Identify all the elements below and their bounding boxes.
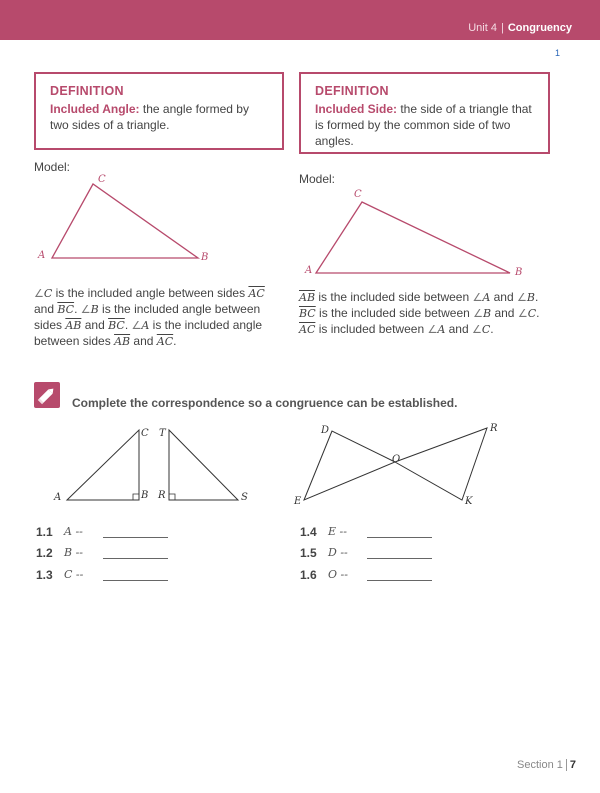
answer-blank[interactable] — [367, 537, 432, 538]
pencil-icon — [34, 382, 60, 408]
definition-term: Included Side: — [315, 102, 398, 116]
question-prompt: E -- — [328, 525, 347, 538]
ex-vertex-k: K — [465, 496, 473, 507]
definition-heading: DEFINITION — [50, 84, 124, 98]
definition-body: the side of a triangle that is formed by the common side of two angles. — [315, 102, 532, 148]
question-1-6 — [300, 568, 440, 584]
question-number: 1.1 — [36, 525, 53, 539]
ex-vertex-b: B — [141, 490, 149, 501]
question-number: 1.3 — [36, 568, 53, 582]
definition-term: Included Angle: — [50, 102, 140, 116]
section-label: Section 1 — [517, 759, 563, 771]
model-label-right: Model: — [299, 172, 336, 186]
vertex-label-a: A — [38, 250, 46, 261]
ex-vertex-e: E — [294, 496, 302, 507]
model-label-left: Model: — [34, 160, 71, 174]
answer-blank[interactable] — [367, 558, 432, 559]
question-1-1 — [36, 525, 176, 541]
page-footer — [517, 759, 576, 771]
triangle-abc-shape-right — [316, 202, 510, 273]
triangle-rko-exercise — [395, 428, 487, 500]
exercise-instruction: Complete the correspondence so a congruence can be established. — [72, 396, 458, 410]
question-1-2 — [36, 546, 176, 562]
page-mark: 1 — [554, 48, 560, 58]
question-prompt: D -- — [328, 546, 348, 559]
ex-vertex-r: R — [158, 490, 166, 501]
ex-vertex-s: S — [241, 492, 248, 503]
ex-vertex-t: T — [159, 428, 166, 439]
included-side-description: $\overline{AB}$ is the included side between ∠A and ∠B. $\overline{BC}$ is the included side between ∠B and ∠C. $\overline{AC}$ is included between ∠A and ∠C. — [299, 290, 540, 336]
ex-vertex-d: D — [321, 425, 330, 436]
question-prompt: A -- — [64, 525, 83, 538]
vertex-label-c: C — [98, 174, 106, 185]
answer-blank[interactable] — [367, 580, 432, 581]
vertex-label-a-right: A — [305, 265, 313, 276]
question-1-5 — [300, 546, 440, 562]
question-prompt: O -- — [328, 568, 348, 581]
question-prompt: B -- — [64, 546, 84, 559]
included-angle-description: ∠C is the included angle between sides $\overline{AC}$ and $\overline{BC}$. ∠B is the included angle between sides $\overline{AB}$ and $\overline{BC}$. ∠A is the included angle between sides $\overline{AB}$ and $\overline{AC}$. — [34, 286, 265, 348]
question-number: 1.4 — [300, 525, 317, 539]
answer-blank[interactable] — [103, 580, 168, 581]
triangle-deo-exercise — [304, 431, 395, 500]
ex-vertex-a: A — [54, 492, 62, 503]
ex-vertex-c: C — [141, 428, 149, 439]
question-number: 1.5 — [300, 546, 317, 560]
triangle-rst-exercise — [169, 430, 238, 500]
topic-label: Congruency — [507, 22, 572, 34]
page-number: 7 — [566, 759, 576, 771]
definition-heading: DEFINITION — [315, 84, 389, 98]
vertex-label-c-right: C — [354, 189, 362, 200]
unit-label: Unit 4 — [468, 22, 497, 34]
answer-blank[interactable] — [103, 537, 168, 538]
angle-symbol: ∠ — [34, 288, 44, 300]
vertex-label-b-right: B — [515, 267, 523, 278]
definition-body: the angle formed by two sides of a triangle. — [50, 102, 249, 132]
triangle-abc-exercise — [67, 430, 139, 500]
ex-vertex-r-2: R — [490, 423, 498, 434]
question-number: 1.6 — [300, 568, 317, 582]
ex-vertex-o: O — [392, 454, 401, 465]
question-prompt: C -- — [64, 568, 84, 581]
header-separator: | — [500, 22, 504, 34]
triangle-abc-shape — [52, 184, 198, 258]
vertex-label-b: B — [201, 252, 209, 263]
question-number: 1.2 — [36, 546, 53, 560]
question-1-4 — [300, 525, 440, 541]
question-1-3 — [36, 568, 176, 584]
answer-blank[interactable] — [103, 558, 168, 559]
